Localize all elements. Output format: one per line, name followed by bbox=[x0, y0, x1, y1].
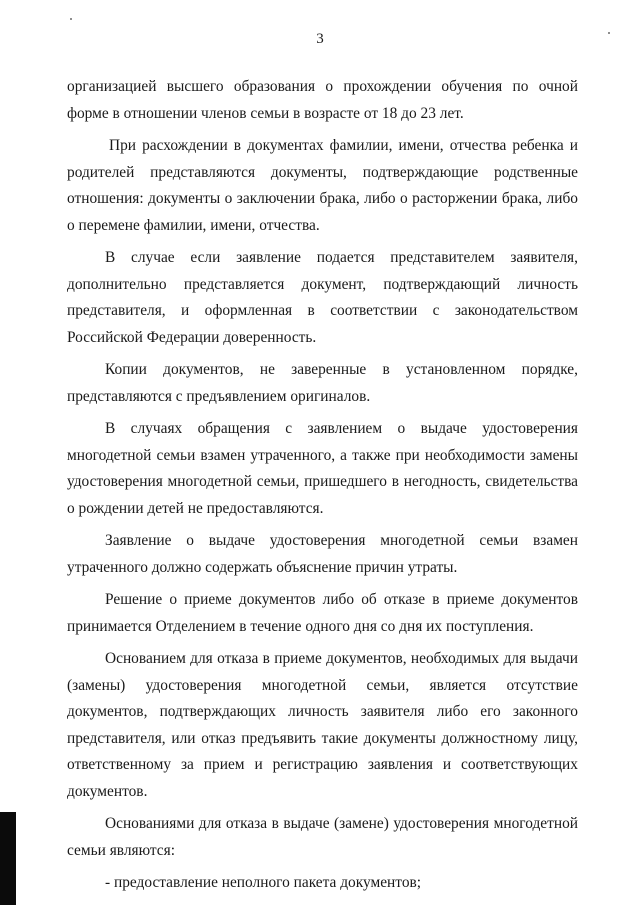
paragraph-refusal-grounds-acceptance: Основанием для отказа в приеме документов, необходимых для выдачи (замены) удостоверения многодетной семьи, является отсутствие документов, подтверждающих личность заявителя либо его законного представителя, или отказ предъявить такие документы должностному лицу, ответственному за прием и регистрацию заявления и соответствующих документов. bbox=[67, 650, 578, 800]
paragraph-decision: Решение о приеме документов либо об отказе в приеме документов принимается Отделением в течение одного дня со дня их поступления. bbox=[67, 591, 578, 635]
paragraph-lost-certificate: В случаях обращения с заявлением о выдаче удостоверения многодетной семьи взамен утраченного, а также при необходимости замены удостоверения многодетной семьи, пришедшего в негодность, свидетельства о рождении детей не предоставляются. bbox=[67, 420, 578, 517]
list-item-incomplete-package: - предоставление неполного пакета документов; bbox=[105, 874, 422, 891]
paragraph-application-explanation: Заявление о выдаче удостоверения многодетной семьи взамен утраченного должно содержать объяснение причин утраты. bbox=[67, 532, 578, 576]
paragraph-name-discrepancy: При расхождении в документах фамилии, имени, отчества ребенка и родителей представляются документы, подтверждающие родственные отношения: документы о заключении брака, либо о расторжении брака, либо о перемене фамилии, имени, отчества. bbox=[67, 137, 578, 234]
paragraph-representative: В случае если заявление подается представителем заявителя, дополнительно представляется документ, подтверждающий личность представителя, и оформленная в соответствии с законодательством Российской Федерации доверенность. bbox=[67, 249, 578, 346]
document-body bbox=[67, 74, 578, 903]
scan-speck bbox=[70, 18, 72, 20]
paragraph-continuation: организацией высшего образования о прохождении обучения по очной форме в отношении членов семьи в возрасте от 18 до 23 лет. bbox=[67, 78, 578, 122]
paragraph-refusal-grounds-issuance: Основаниями для отказа в выдаче (замене) удостоверения многодетной семьи являются: bbox=[67, 815, 578, 859]
paragraph-copies: Копии документов, не заверенные в установленном порядке, представляются с предъявлением оригиналов. bbox=[67, 361, 578, 405]
scan-edge-shadow bbox=[0, 812, 16, 905]
scan-speck bbox=[608, 32, 610, 34]
page-number: 3 bbox=[316, 31, 324, 47]
